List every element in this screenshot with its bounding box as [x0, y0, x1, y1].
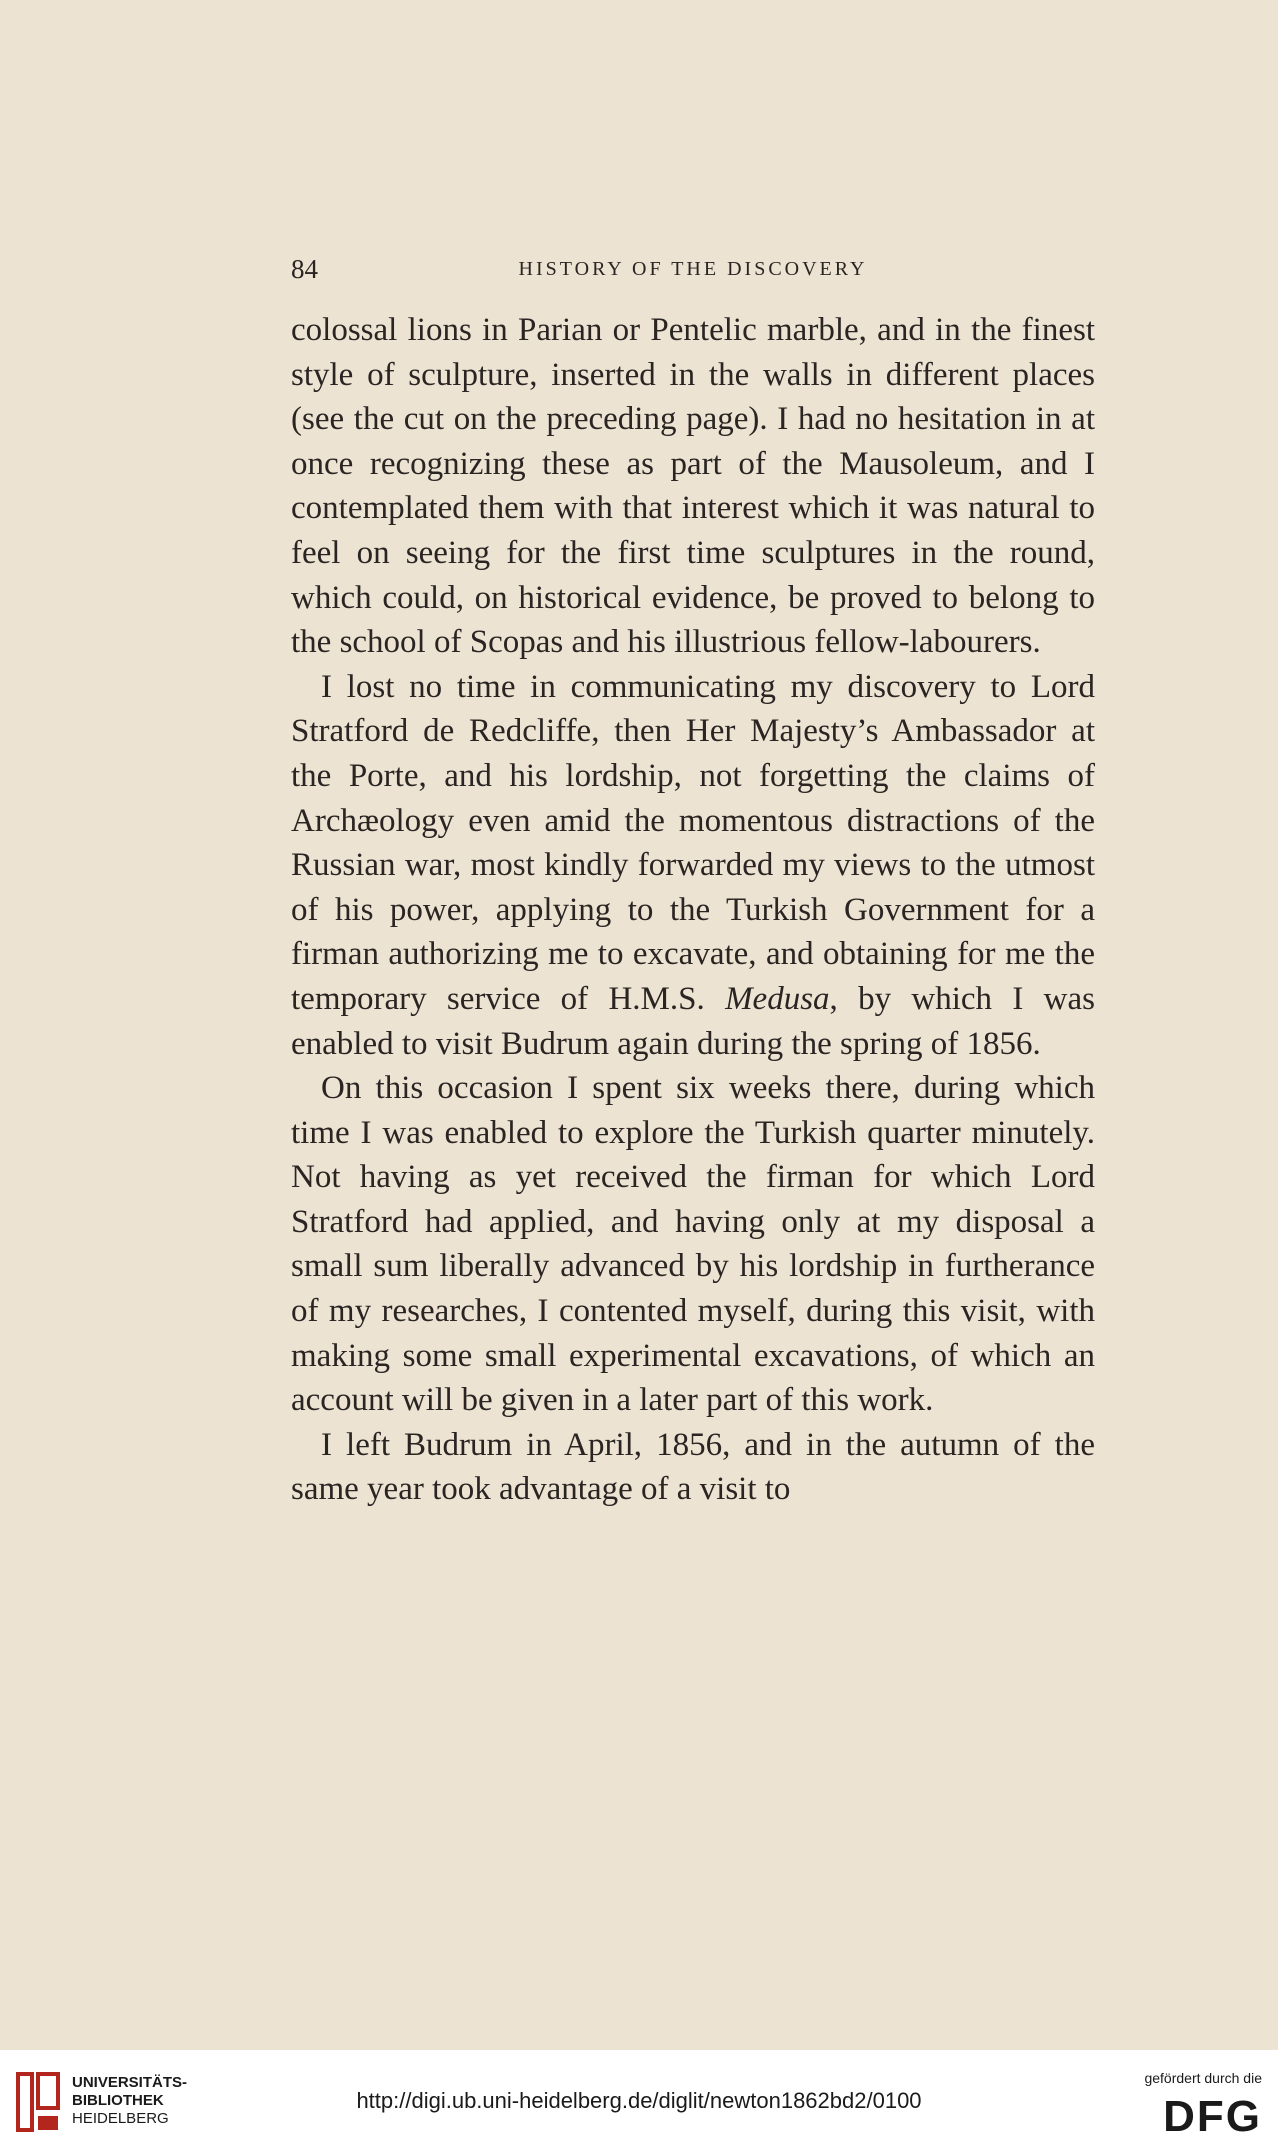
library-line: HEIDELBERG — [72, 2110, 169, 2127]
ship-name: Medusa — [725, 980, 830, 1017]
library-line: BIBLIOTHEK — [72, 2092, 164, 2109]
funder-note: gefördert durch die — [1144, 2070, 1262, 2086]
digitization-footer — [0, 2050, 1278, 2153]
library-line: UNIVERSITÄTS- — [72, 2074, 188, 2091]
funder — [1112, 2070, 1262, 2142]
running-title: HISTORY OF THE DISCOVERY — [518, 258, 868, 280]
paragraph: On this occasion I spent six weeks there, during which time I was enabled to explore the Turkish quarter minutely. Not having as yet received the firman for which Lord Stratford had applied, and having only at my disposal a small sum liberally advanced by his lordship in furtherance of my researches, I contented myself, during this visit, with making some small experimental excavations, of which an account will be given in a later part of this work. — [291, 1070, 1095, 1419]
dfg-logo: DFG — [1163, 2092, 1262, 2141]
paragraph — [291, 665, 1095, 1066]
body-text — [291, 308, 1095, 1512]
paragraph: colossal lions in Parian or Pentelic marble, and in the finest style of sculpture, inserted in the walls in different places (see the cut on the preceding page). I had no hesitation in at once recognizing these as part of the Mausoleum, and I contemplated them with that interest which it was natural to feel on seeing for the first time sculptures in the round, which could, on historical evidence, be proved to belong to the school of Scopas and his illustrious fellow-labourers. — [291, 312, 1095, 661]
page-number: 84 — [291, 254, 318, 284]
paragraph-text: I lost no time in communicating my discovery to Lord Stratford de Redcliffe, then Her Majesty’s Ambassador at the Porte, and his lordship, not forgetting the claims of Archæology even amid the momentous distractions of the Russian war, most kindly forwarded my views to the utmost of his power, applying to the Turkish Government for a firman authorizing me to excavate, and obtaining for me the temporary service of H.M.S. — [291, 668, 1095, 1017]
paragraph-text: , by which I was enabled to visit Budrum again during the spring of 1856. — [291, 980, 1095, 1062]
permalink-url[interactable]: http://digi.ub.uni-heidelberg.de/diglit/newton1862bd2/0100 — [356, 2088, 922, 2113]
running-head — [291, 254, 1095, 294]
paragraph: I left Budrum in April, 1856, and in the autumn of the same year took advantage of a visit to — [291, 1426, 1095, 1508]
